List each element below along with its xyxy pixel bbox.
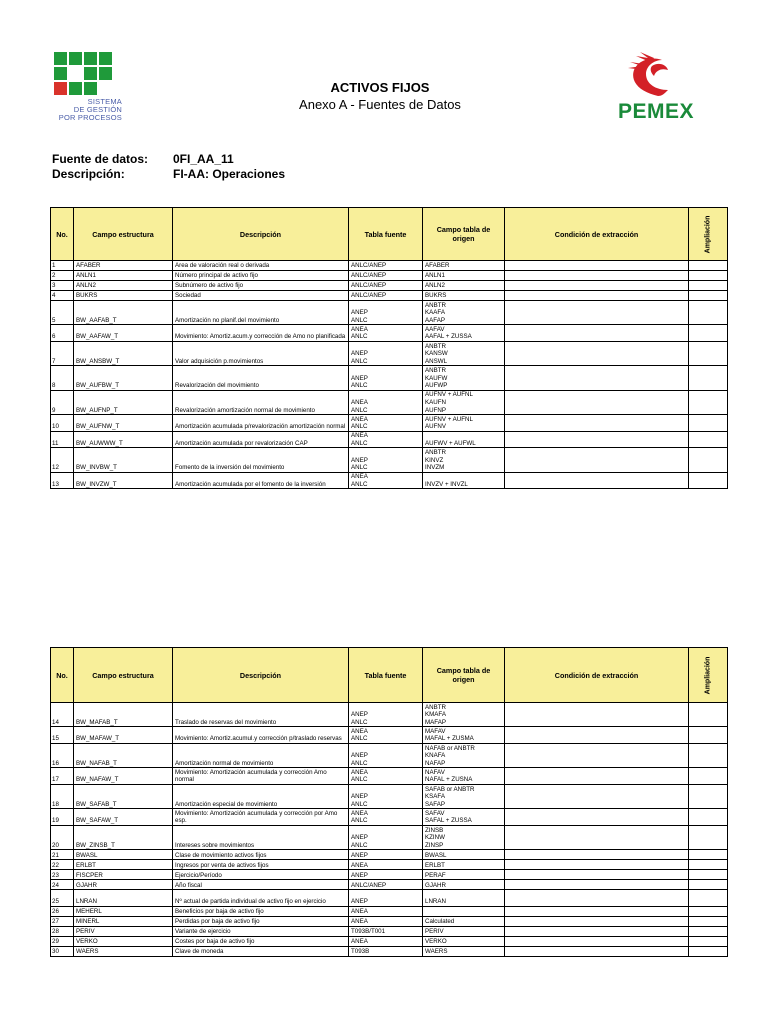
cell-no: 19 — [51, 809, 74, 826]
cell-condicion — [505, 341, 689, 365]
cell-condicion — [505, 906, 689, 916]
cell-campo-origen: BUKRS — [423, 291, 505, 301]
cell-ampliacion — [689, 301, 728, 325]
cell-campo: ANLN1 — [74, 271, 173, 281]
cell-descripcion: Sociedad — [173, 291, 349, 301]
cell-descripcion: Ingresos por venta de activos fijos — [173, 860, 349, 870]
cell-campo-origen: AUFWV + AUFWL — [423, 431, 505, 448]
cell-campo: BW_INVBW_T — [74, 448, 173, 472]
source-value: 0FI_AA_11 — [173, 152, 234, 166]
cell-tabla-fuente: ANEP ANLC — [349, 366, 423, 390]
cell-ampliacion — [689, 271, 728, 281]
cell-condicion — [505, 281, 689, 291]
cell-no: 6 — [51, 325, 74, 342]
cell-descripcion: Amortización acumulada p/revalorización amortización normal — [173, 415, 349, 432]
pemex-wordmark: PEMEX — [617, 100, 695, 123]
cell-tabla-fuente: ANEA ANLC — [349, 325, 423, 342]
cell-condicion — [505, 703, 689, 727]
table-row — [51, 366, 728, 390]
document-subtitle: Anexo A - Fuentes de Datos — [299, 97, 461, 112]
table-row — [51, 916, 728, 926]
table-header-row — [51, 648, 728, 703]
cell-campo-origen: INVZV + INVZL — [423, 472, 505, 489]
cell-campo-origen: PERIV — [423, 926, 505, 936]
cell-descripcion: Perdidas por baja de activo fijo — [173, 916, 349, 926]
cell-no: 25 — [51, 890, 74, 907]
fields-table-1 — [50, 207, 728, 489]
table-row — [51, 880, 728, 890]
cell-campo: WAERS — [74, 946, 173, 956]
cell-tabla-fuente: ANLC/ANEP — [349, 880, 423, 890]
table-row — [51, 271, 728, 281]
cell-ampliacion — [689, 390, 728, 414]
cell-condicion — [505, 809, 689, 826]
cell-campo-origen: GJAHR — [423, 880, 505, 890]
cell-campo-origen: BWASL — [423, 850, 505, 860]
description-value: FI-AA: Operaciones — [173, 167, 286, 181]
cell-no: 3 — [51, 281, 74, 291]
cell-descripcion: Movimiento: Amortización acumulada y corrección por Amo esp. — [173, 809, 349, 826]
cell-descripcion: Amortización acumulada por el fomento de la inversión — [173, 472, 349, 489]
header-tabla-fuente: Tabla fuente — [349, 208, 423, 261]
table-row — [51, 703, 728, 727]
cell-campo-origen: ANLN1 — [423, 271, 505, 281]
cell-campo: MEHERL — [74, 906, 173, 916]
cell-campo: BW_AUFBW_T — [74, 366, 173, 390]
cell-campo: BW_AUWWW_T — [74, 431, 173, 448]
cell-tabla-fuente: ANEA ANLC — [349, 809, 423, 826]
cell-no: 2 — [51, 271, 74, 281]
cell-descripcion: Costes por baja de activo fijo — [173, 936, 349, 946]
table-row — [51, 448, 728, 472]
cell-descripcion: Nº actual de partida individual de activo fijo en ejercicio — [173, 890, 349, 907]
cell-campo-origen: AFABER — [423, 261, 505, 271]
cell-condicion — [505, 366, 689, 390]
cell-tabla-fuente: ANLC/ANEP — [349, 261, 423, 271]
cell-tabla-fuente: ANEA ANLC — [349, 472, 423, 489]
table-row — [51, 431, 728, 448]
table-row — [51, 890, 728, 907]
header-campo-origen: Campo tabla de origen — [423, 648, 505, 703]
cell-condicion — [505, 431, 689, 448]
table-row — [51, 281, 728, 291]
sgp-logo-mark — [52, 52, 114, 96]
cell-descripcion: Traslado de reservas del movimiento — [173, 703, 349, 727]
cell-campo: MINERL — [74, 916, 173, 926]
cell-ampliacion — [689, 850, 728, 860]
header-condicion: Condición de extracción — [505, 208, 689, 261]
cell-condicion — [505, 291, 689, 301]
cell-campo-origen: PERAF — [423, 870, 505, 880]
cell-condicion — [505, 784, 689, 808]
cell-no: 15 — [51, 727, 74, 744]
cell-campo: GJAHR — [74, 880, 173, 890]
table-row — [51, 906, 728, 916]
cell-tabla-fuente: ANEP — [349, 870, 423, 880]
cell-ampliacion — [689, 341, 728, 365]
header-tabla-fuente: Tabla fuente — [349, 648, 423, 703]
cell-tabla-fuente: ANLC/ANEP — [349, 291, 423, 301]
cell-no: 23 — [51, 870, 74, 880]
cell-tabla-fuente: ANEA ANLC — [349, 768, 423, 785]
cell-campo-origen: ZINSB KZINW ZINSP — [423, 825, 505, 849]
cell-ampliacion — [689, 281, 728, 291]
cell-condicion — [505, 880, 689, 890]
cell-no: 8 — [51, 366, 74, 390]
cell-tabla-fuente: ANEP ANLC — [349, 784, 423, 808]
cell-condicion — [505, 916, 689, 926]
header-descripcion: Descripción — [173, 648, 349, 703]
table-row — [51, 743, 728, 767]
cell-ampliacion — [689, 768, 728, 785]
cell-tabla-fuente: ANEA ANLC — [349, 727, 423, 744]
description-label: Descripción: — [52, 167, 125, 181]
datasource-info — [52, 152, 285, 182]
cell-descripcion: Amortización especial de movimiento — [173, 784, 349, 808]
cell-ampliacion — [689, 291, 728, 301]
table-row — [51, 768, 728, 785]
cell-descripcion: Clase de movimiento activos fijos — [173, 850, 349, 860]
cell-ampliacion — [689, 325, 728, 342]
header-campo-estructura: Campo estructura — [74, 208, 173, 261]
cell-ampliacion — [689, 366, 728, 390]
cell-no: 9 — [51, 390, 74, 414]
cell-campo: BW_AAFAB_T — [74, 301, 173, 325]
cell-ampliacion — [689, 860, 728, 870]
cell-no: 22 — [51, 860, 74, 870]
header-condicion: Condición de extracción — [505, 648, 689, 703]
table-row — [51, 850, 728, 860]
cell-descripcion: Año fiscal — [173, 880, 349, 890]
cell-campo-origen: WAERS — [423, 946, 505, 956]
cell-campo: BW_AUFNP_T — [74, 390, 173, 414]
cell-ampliacion — [689, 936, 728, 946]
cell-descripcion: Amortización no planif.del movimiento — [173, 301, 349, 325]
cell-condicion — [505, 727, 689, 744]
cell-condicion — [505, 825, 689, 849]
cell-descripcion: Número principal de activo fijo — [173, 271, 349, 281]
cell-descripcion: Revalorización amortización normal de movimiento — [173, 390, 349, 414]
cell-ampliacion — [689, 431, 728, 448]
cell-tabla-fuente: T093B — [349, 946, 423, 956]
cell-campo: BW_NAFAB_T — [74, 743, 173, 767]
cell-campo: BW_AAFAW_T — [74, 325, 173, 342]
cell-ampliacion — [689, 880, 728, 890]
table-row — [51, 809, 728, 826]
header-campo-origen: Campo tabla de origen — [423, 208, 505, 261]
cell-ampliacion — [689, 825, 728, 849]
cell-ampliacion — [689, 870, 728, 880]
cell-ampliacion — [689, 916, 728, 926]
cell-condicion — [505, 850, 689, 860]
table-row — [51, 936, 728, 946]
sgp-logo — [52, 52, 122, 126]
header-ampliacion: Ampliación — [689, 208, 728, 261]
cell-condicion — [505, 415, 689, 432]
cell-no: 21 — [51, 850, 74, 860]
cell-campo: AFABER — [74, 261, 173, 271]
cell-ampliacion — [689, 703, 728, 727]
cell-campo-origen: ANBTR KMAFA MAFAP — [423, 703, 505, 727]
cell-descripcion: Movimiento: Amortiz.acum.y corrección de Amo no planificada — [173, 325, 349, 342]
cell-campo: BWASL — [74, 850, 173, 860]
cell-condicion — [505, 936, 689, 946]
table-row — [51, 325, 728, 342]
cell-campo-origen: AUFNV + AUFNL KAUFN AUFNP — [423, 390, 505, 414]
cell-no: 7 — [51, 341, 74, 365]
table-row — [51, 870, 728, 880]
header-no: No. — [51, 648, 74, 703]
cell-condicion — [505, 870, 689, 880]
cell-descripcion: Ejercicio/Período — [173, 870, 349, 880]
cell-no: 17 — [51, 768, 74, 785]
cell-ampliacion — [689, 727, 728, 744]
cell-tabla-fuente: ANEA ANLC — [349, 431, 423, 448]
cell-ampliacion — [689, 926, 728, 936]
cell-campo: VERKO — [74, 936, 173, 946]
table-row — [51, 825, 728, 849]
table-row — [51, 301, 728, 325]
cell-tabla-fuente: ANEP ANLC — [349, 301, 423, 325]
cell-no: 5 — [51, 301, 74, 325]
cell-no: 29 — [51, 936, 74, 946]
cell-tabla-fuente: ANEA — [349, 936, 423, 946]
cell-ampliacion — [689, 472, 728, 489]
fields-table-2 — [50, 647, 728, 957]
cell-descripcion: Fomento de la inversión del movimiento — [173, 448, 349, 472]
cell-campo-origen: LNRAN — [423, 890, 505, 907]
cell-tabla-fuente: ANEP — [349, 890, 423, 907]
cell-campo: FISCPER — [74, 870, 173, 880]
table-header-row — [51, 208, 728, 261]
sgp-logo-text: SISTEMA DE GESTIÓN POR PROCESOS — [58, 97, 122, 122]
table-row — [51, 926, 728, 936]
cell-campo-origen: NAFAV NAFAL + ZUSNA — [423, 768, 505, 785]
cell-tabla-fuente: ANLC/ANEP — [349, 271, 423, 281]
cell-condicion — [505, 271, 689, 281]
cell-ampliacion — [689, 743, 728, 767]
table-row — [51, 415, 728, 432]
cell-no: 26 — [51, 906, 74, 916]
table-row — [51, 341, 728, 365]
pemex-logo — [600, 52, 712, 124]
cell-descripcion: Movimiento: Amortización acumulada y corrección Amo normal — [173, 768, 349, 785]
cell-campo: BUKRS — [74, 291, 173, 301]
cell-no: 27 — [51, 916, 74, 926]
cell-campo-origen: VERKO — [423, 936, 505, 946]
cell-descripcion: Amortización normal de movimiento — [173, 743, 349, 767]
table-row — [51, 946, 728, 956]
cell-campo-origen: MAFAV MAFAL + ZUSMA — [423, 727, 505, 744]
cell-campo-origen: SAFAB or ANBTR KSAFA SAFAP — [423, 784, 505, 808]
cell-no: 16 — [51, 743, 74, 767]
cell-tabla-fuente: ANEA ANLC — [349, 415, 423, 432]
cell-descripcion: Revalorización del movimiento — [173, 366, 349, 390]
cell-descripcion: Movimiento: Amortiz.acumul.y corrección p/traslado reservas — [173, 727, 349, 744]
cell-descripcion: Area de valoración real o derivada — [173, 261, 349, 271]
cell-campo: BW_INVZW_T — [74, 472, 173, 489]
pemex-eagle-icon — [600, 52, 712, 100]
cell-tabla-fuente: ANEP ANLC — [349, 825, 423, 849]
source-label: Fuente de datos: — [52, 152, 149, 166]
cell-ampliacion — [689, 809, 728, 826]
header-no: No. — [51, 208, 74, 261]
cell-condicion — [505, 448, 689, 472]
cell-campo-origen: AUFNV + AUFNL AUFNV — [423, 415, 505, 432]
cell-campo: BW_AUFNW_T — [74, 415, 173, 432]
cell-no: 1 — [51, 261, 74, 271]
document-title: ACTIVOS FIJOS — [330, 80, 430, 95]
table-row — [51, 390, 728, 414]
cell-condicion — [505, 301, 689, 325]
cell-campo: BW_NAFAW_T — [74, 768, 173, 785]
cell-descripcion: Amortización acumulada por revalorización CAP — [173, 431, 349, 448]
cell-campo-origen: ANBTR KAUFW AUFWP — [423, 366, 505, 390]
cell-no: 28 — [51, 926, 74, 936]
cell-campo-origen: ANBTR KANSW ANSWL — [423, 341, 505, 365]
cell-condicion — [505, 743, 689, 767]
cell-campo-origen: ERLBT — [423, 860, 505, 870]
cell-tabla-fuente: ANEP ANLC — [349, 743, 423, 767]
cell-descripcion: Valor adquisición p.movimientos — [173, 341, 349, 365]
cell-campo: BW_SAFAB_T — [74, 784, 173, 808]
table-row — [51, 472, 728, 489]
cell-descripcion: Subnúmero de activo fijo — [173, 281, 349, 291]
cell-no: 10 — [51, 415, 74, 432]
table-row — [51, 860, 728, 870]
cell-no: 13 — [51, 472, 74, 489]
cell-ampliacion — [689, 784, 728, 808]
cell-campo-origen — [423, 906, 505, 916]
cell-campo: BW_MAFAW_T — [74, 727, 173, 744]
cell-campo: BW_ZINSB_T — [74, 825, 173, 849]
cell-condicion — [505, 768, 689, 785]
cell-campo-origen: ANBTR KINVZ INVZM — [423, 448, 505, 472]
cell-ampliacion — [689, 890, 728, 907]
cell-no: 20 — [51, 825, 74, 849]
cell-condicion — [505, 261, 689, 271]
table-row — [51, 727, 728, 744]
cell-campo-origen: ANBTR KAAFA AAFAP — [423, 301, 505, 325]
cell-condicion — [505, 325, 689, 342]
cell-tabla-fuente: ANEP ANLC — [349, 703, 423, 727]
cell-condicion — [505, 890, 689, 907]
cell-no: 4 — [51, 291, 74, 301]
cell-tabla-fuente: ANEA — [349, 916, 423, 926]
cell-ampliacion — [689, 906, 728, 916]
header-campo-estructura: Campo estructura — [74, 648, 173, 703]
cell-no: 12 — [51, 448, 74, 472]
cell-ampliacion — [689, 448, 728, 472]
cell-descripcion: Intereses sobre movimientos — [173, 825, 349, 849]
cell-no: 30 — [51, 946, 74, 956]
cell-tabla-fuente: ANEP ANLC — [349, 448, 423, 472]
table-row — [51, 784, 728, 808]
header-ampliacion: Ampliación — [689, 648, 728, 703]
table-row — [51, 261, 728, 271]
cell-campo: BW_MAFAB_T — [74, 703, 173, 727]
cell-no: 24 — [51, 880, 74, 890]
cell-tabla-fuente: ANEA — [349, 906, 423, 916]
cell-descripcion: Variante de ejercicio — [173, 926, 349, 936]
cell-campo-origen: ANLN2 — [423, 281, 505, 291]
cell-campo-origen: NAFAB or ANBTR KNAFA NAFAP — [423, 743, 505, 767]
cell-tabla-fuente: T093B/T001 — [349, 926, 423, 936]
cell-tabla-fuente: ANEP — [349, 850, 423, 860]
cell-condicion — [505, 946, 689, 956]
cell-condicion — [505, 390, 689, 414]
cell-campo: BW_ANSBW_T — [74, 341, 173, 365]
document-header — [220, 80, 540, 112]
cell-ampliacion — [689, 946, 728, 956]
cell-campo-origen: SAFAV SAFAL + ZUSSA — [423, 809, 505, 826]
cell-campo: BW_SAFAW_T — [74, 809, 173, 826]
cell-tabla-fuente: ANLC/ANEP — [349, 281, 423, 291]
cell-no: 11 — [51, 431, 74, 448]
cell-condicion — [505, 860, 689, 870]
cell-condicion — [505, 926, 689, 936]
cell-ampliacion — [689, 261, 728, 271]
table-row — [51, 291, 728, 301]
header-descripcion: Descripción — [173, 208, 349, 261]
cell-campo: PERIV — [74, 926, 173, 936]
cell-tabla-fuente: ANEA — [349, 860, 423, 870]
cell-tabla-fuente: ANEA ANLC — [349, 390, 423, 414]
cell-campo-origen: AAFAV AAFAL + ZUSSA — [423, 325, 505, 342]
cell-no: 14 — [51, 703, 74, 727]
cell-tabla-fuente: ANEP ANLC — [349, 341, 423, 365]
cell-no: 18 — [51, 784, 74, 808]
cell-condicion — [505, 472, 689, 489]
cell-campo: ANLN2 — [74, 281, 173, 291]
cell-descripcion: Beneficios por baja de activo fijo — [173, 906, 349, 916]
cell-campo: LNRAN — [74, 890, 173, 907]
cell-descripcion: Clave de moneda — [173, 946, 349, 956]
cell-campo: ERLBT — [74, 860, 173, 870]
cell-campo-origen: Calculated — [423, 916, 505, 926]
cell-ampliacion — [689, 415, 728, 432]
